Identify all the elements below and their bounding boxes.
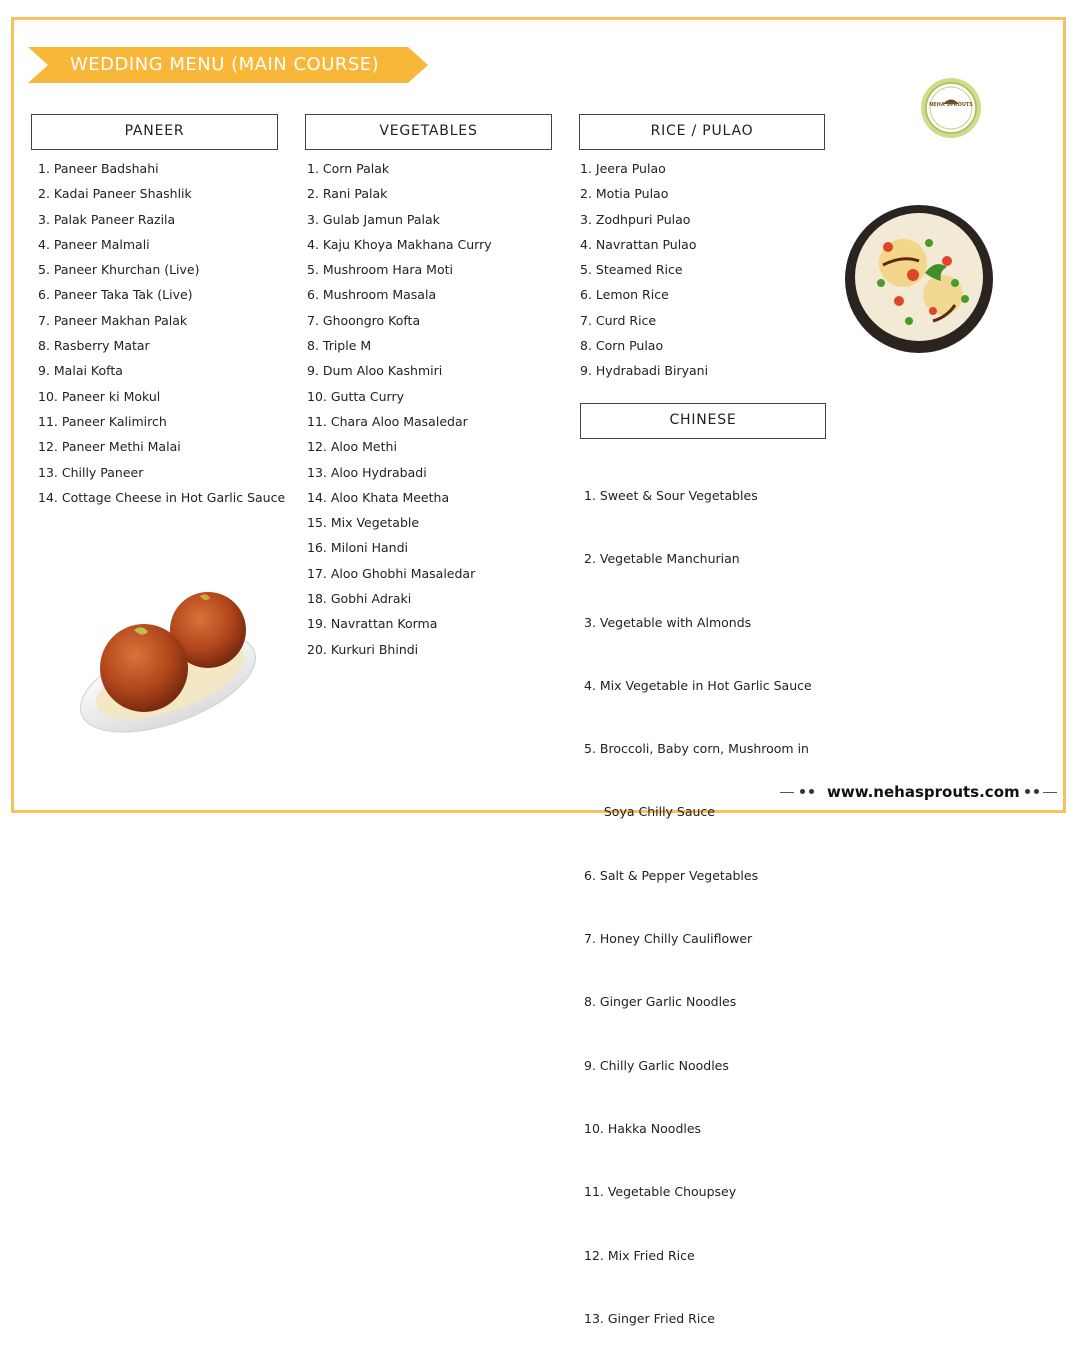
title-banner xyxy=(28,47,428,83)
section-header-chinese: CHINESE xyxy=(580,403,826,439)
list-item: 3. Gulab Jamun Palak xyxy=(307,211,440,227)
list-item: 8. Corn Pulao xyxy=(580,338,664,354)
list-item: 19. Navrattan Korma xyxy=(307,616,438,632)
list-item: 4. Navrattan Pulao xyxy=(580,236,697,252)
website-url[interactable]: www.nehasprouts.com xyxy=(827,783,1020,801)
list-item: 2. Vegetable Manchurian xyxy=(584,551,740,567)
rice-list xyxy=(580,156,708,384)
list-item: 8. Ginger Garlic Noodles xyxy=(584,994,737,1010)
list-item: 6. Lemon Rice xyxy=(580,287,669,303)
list-item: 11. Vegetable Choupsey xyxy=(584,1184,737,1200)
list-item: 10. Hakka Noodles xyxy=(584,1120,702,1136)
list-item: 2. Kadai Paneer Shashlik xyxy=(38,186,192,202)
list-item: 2. Motia Pulao xyxy=(580,186,669,202)
list-item: 9. Malai Kofta xyxy=(38,363,123,379)
list-item: 20. Kurkuri Bhindi xyxy=(307,641,419,657)
list-item: 15. Mix Vegetable xyxy=(307,515,420,531)
list-item: 13. Chilly Paneer xyxy=(38,464,144,480)
logo-text: NEHA SPROUTS xyxy=(929,102,973,108)
list-item: 4. Mix Vegetable in Hot Garlic Sauce xyxy=(584,677,812,693)
list-item: 14. Cottage Cheese in Hot Garlic Sauce xyxy=(38,489,286,505)
list-item: 5. Mushroom Hara Moti xyxy=(307,262,453,278)
section-header-paneer: PANEER xyxy=(31,114,278,150)
gulab-jamun-image xyxy=(72,588,264,742)
list-item: 9. Hydrabadi Biryani xyxy=(580,363,709,379)
list-item: 5. Steamed Rice xyxy=(580,262,683,278)
list-item: 7. Paneer Makhan Palak xyxy=(38,312,188,328)
brand-logo xyxy=(919,78,983,138)
page-title: WEDDING MENU (MAIN COURSE) xyxy=(70,54,380,75)
list-item: 3. Palak Paneer Razila xyxy=(38,211,176,227)
list-item: 10. Paneer ki Mokul xyxy=(38,388,161,404)
list-item: 11. Paneer Kalimirch xyxy=(38,413,167,429)
footer-dot xyxy=(1025,789,1030,794)
list-item: 4. Kaju Khoya Makhana Curry xyxy=(307,236,492,252)
section-header-vegetables: VEGETABLES xyxy=(305,114,552,150)
list-item: 13. Aloo Hydrabadi xyxy=(307,464,427,480)
list-item: Soya Chilly Sauce xyxy=(584,804,715,820)
list-item: 7. Honey Chilly Cauliflower xyxy=(584,931,753,947)
list-item: 16. Miloni Handi xyxy=(307,540,408,556)
list-item: 14. Aloo Khata Meetha xyxy=(307,489,450,505)
list-item: 11. Chara Aloo Masaledar xyxy=(307,413,468,429)
list-item: 10. Gutta Curry xyxy=(307,388,405,404)
list-item: 8. Rasberry Matar xyxy=(38,338,150,354)
list-item: 5. Broccoli, Baby corn, Mushroom in xyxy=(584,741,809,757)
chinese-list xyxy=(584,445,812,1350)
list-item: 6. Paneer Taka Tak (Live) xyxy=(38,287,193,303)
list-item: 9. Chilly Garlic Noodles xyxy=(584,1057,729,1073)
list-item: 7. Curd Rice xyxy=(580,312,657,328)
list-item: 6. Salt & Pepper Vegetables xyxy=(584,867,759,883)
footer-dot xyxy=(1034,789,1039,794)
list-item: 12. Paneer Methi Malai xyxy=(38,439,181,455)
logo-seal-icon xyxy=(919,78,983,138)
paneer-list xyxy=(38,156,285,510)
footer-dot xyxy=(809,789,814,794)
list-item: 12. Aloo Methi xyxy=(307,439,397,455)
list-item: 8. Triple M xyxy=(307,338,372,354)
list-item: 12. Mix Fried Rice xyxy=(584,1247,695,1263)
list-item: 1. Paneer Badshahi xyxy=(38,161,159,176)
list-item: 1. Jeera Pulao xyxy=(580,161,666,176)
website-footer xyxy=(780,779,1062,805)
footer-dash-left xyxy=(780,792,794,793)
list-item: 3. Zodhpuri Pulao xyxy=(580,211,691,227)
list-item: 7. Ghoongro Kofta xyxy=(307,312,421,328)
list-item: 13. Ginger Fried Rice xyxy=(584,1310,715,1326)
vegetables-list xyxy=(307,156,492,662)
footer-dot xyxy=(800,789,805,794)
biryani-image xyxy=(843,203,995,359)
list-item: 1. Corn Palak xyxy=(307,161,390,176)
footer-dash-right xyxy=(1043,792,1057,793)
list-item: 9. Dum Aloo Kashmiri xyxy=(307,363,443,379)
list-item: 5. Paneer Khurchan (Live) xyxy=(38,262,200,278)
list-item: 2. Rani Palak xyxy=(307,186,388,202)
list-item: 1. Sweet & Sour Vegetables xyxy=(584,488,758,503)
list-item: 17. Aloo Ghobhi Masaledar xyxy=(307,565,476,581)
list-item: 18. Gobhi Adraki xyxy=(307,591,412,607)
list-item: 6. Mushroom Masala xyxy=(307,287,437,303)
list-item: 3. Vegetable with Almonds xyxy=(584,614,752,630)
list-item: 4. Paneer Malmali xyxy=(38,236,150,252)
section-header-rice: RICE / PULAO xyxy=(579,114,825,150)
